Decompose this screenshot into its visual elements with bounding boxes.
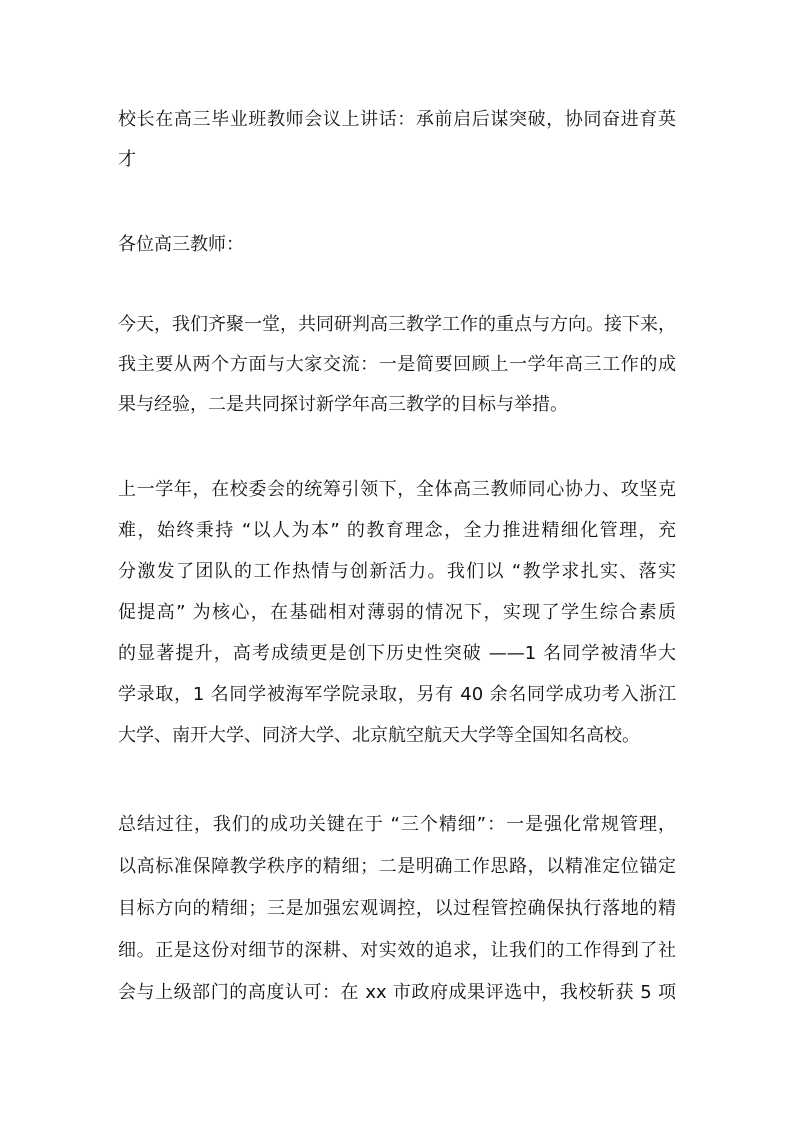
paragraph-line: 以高标准保障教学秩序的精细；二是明确工作思路，以精准定位锚定 [118, 856, 676, 877]
paragraph-line: 果与经验，二是共同探讨新学年高三教学的目标与举措。 [118, 394, 568, 415]
paragraph-line: 大学、南开大学、同济大学、北京航空航天大学等全国知名高校。 [118, 725, 640, 746]
paragraph-line: 的显著提升，高考成绩更是创下历史性突破 ——1 名同学被清华大 [118, 643, 676, 664]
paragraph-line: 目标方向的精细；三是加强宏观调控，以过程管控确保执行落地的精 [118, 898, 676, 919]
paragraph-line: 我主要从两个方面与大家交流：一是简要回顾上一学年高三工作的成 [118, 354, 676, 375]
paragraph-line: 学录取，1 名同学被海军学院录取，另有 40 余名同学成功考入浙江 [118, 684, 676, 705]
paragraph-line: 上一学年，在校委会的统筹引领下，全体高三教师同心协力、攻坚克 [118, 479, 676, 500]
document-title-line: 才 [118, 149, 136, 170]
document-title-line: 校长在高三毕业班教师会议上讲话：承前启后谋突破，协同奋进育英 [118, 109, 676, 130]
greeting: 各位高三教师： [118, 234, 244, 255]
paragraph-line: 分激发了团队的工作热情与创新活力。我们以 “教学求扎实、落实 [118, 561, 676, 582]
paragraph-line: 促提高” 为核心，在基础相对薄弱的情况下，实现了学生综合素质 [118, 602, 676, 623]
paragraph-line: 总结过往，我们的成功关键在于 “三个精细”：一是强化常规管理， [118, 814, 676, 835]
paragraph-line: 难，始终秉持 “以人为本” 的教育理念，全力推进精细化管理，充 [118, 520, 676, 541]
paragraph-line: 会与上级部门的高度认可：在 xx 市政府成果评选中，我校斩获 5 项 [118, 982, 677, 1003]
paragraph-line: 细。正是这份对细节的深耕、对实效的追求，让我们的工作得到了社 [118, 940, 676, 961]
paragraph-line: 今天，我们齐聚一堂，共同研判高三教学工作的重点与方向。接下来， [118, 314, 676, 335]
